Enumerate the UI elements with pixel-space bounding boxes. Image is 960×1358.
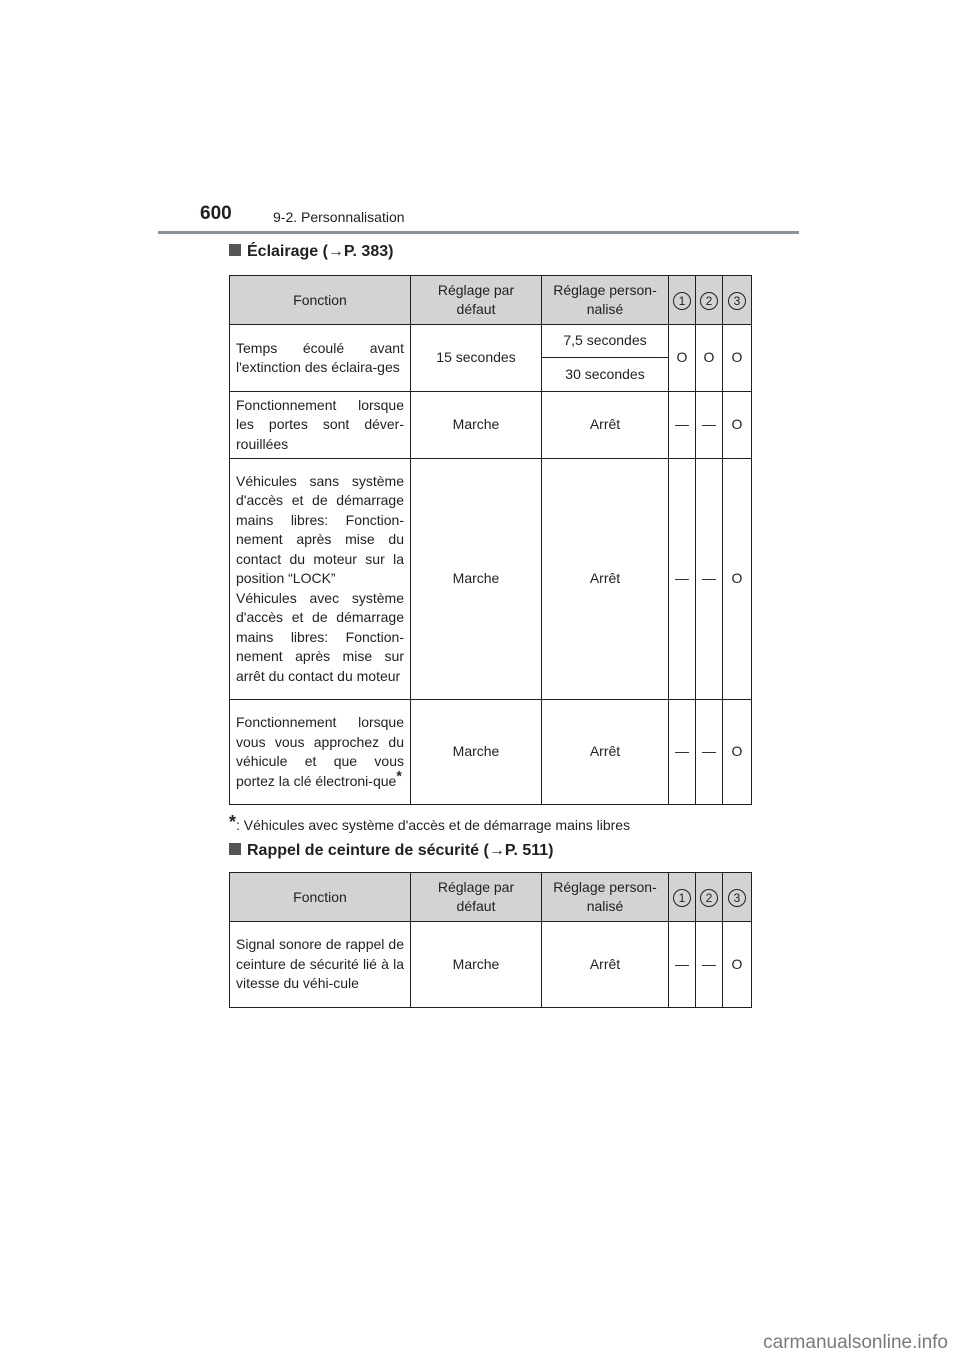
cell-mark-3: O [723, 392, 752, 459]
table-row [230, 325, 752, 358]
watermark: carmanualsonline.info [763, 1332, 948, 1353]
cell-mark-2: O [696, 325, 723, 392]
cell-fonction [230, 700, 411, 805]
circle-3-icon: 3 [728, 889, 746, 907]
col-fonction: Fonction [230, 276, 411, 325]
footnote-marker: * [396, 766, 402, 783]
col-fonction: Fonction [230, 873, 411, 922]
table-row [230, 392, 752, 459]
table-header-row [230, 873, 752, 922]
square-bullet-icon [229, 843, 241, 855]
cell-defaut: Marche [411, 700, 542, 805]
cell-mark-3: O [723, 459, 752, 700]
footnote [229, 812, 630, 833]
col-1 [669, 873, 696, 922]
col-defaut: Réglage par défaut [411, 276, 542, 325]
col-3 [723, 276, 752, 325]
section-heading-ceinture [229, 842, 554, 860]
cell-mark-2: — [696, 459, 723, 700]
col-perso: Réglage person-nalisé [542, 276, 669, 325]
section-heading-eclairage [229, 243, 393, 261]
cell-fonction: Signal sonore de rappel de ceinture de sécurité lié à la vitesse du véhi-cule [230, 922, 411, 1008]
cell-defaut: Marche [411, 922, 542, 1008]
cell-mark-3: O [723, 700, 752, 805]
circle-1-icon: 1 [673, 889, 691, 907]
cell-perso: Arrêt [542, 459, 669, 700]
eclairage-table [229, 275, 752, 805]
cell-fonction-text: Fonctionnement lorsque vous vous approchez du véhicule et que vous portez la clé électroni-que [236, 714, 404, 789]
cell-mark-1: — [669, 459, 696, 700]
circle-1-icon: 1 [673, 292, 691, 310]
cell-mark-2: — [696, 922, 723, 1008]
cell-mark-3: O [723, 922, 752, 1008]
square-bullet-icon [229, 244, 241, 256]
cell-fonction-part-a: Véhicules sans système d'accès et de démarrage mains libres: Fonction-nement après mise du contact du moteur sur la position “LOCK” [236, 472, 404, 587]
circle-2-icon: 2 [700, 292, 718, 310]
table-row [230, 700, 752, 805]
section-heading-text: Rappel de ceinture de sécurité (→P. 511) [247, 842, 554, 859]
cell-mark-1: O [669, 325, 696, 392]
ceinture-table [229, 872, 752, 1008]
cell-defaut: Marche [411, 392, 542, 459]
col-1 [669, 276, 696, 325]
cell-defaut: 15 secondes [411, 325, 542, 392]
circle-3-icon: 3 [728, 292, 746, 310]
cell-perso: 7,5 secondes [542, 325, 669, 358]
footnote-star: * [229, 812, 237, 832]
cell-mark-1: — [669, 392, 696, 459]
table-row [230, 922, 752, 1008]
cell-perso: Arrêt [542, 392, 669, 459]
page-number: 600 [200, 203, 232, 224]
cell-fonction: Temps écoulé avant l'extinction des éclaira-ges [230, 325, 411, 392]
cell-fonction [230, 459, 411, 700]
section-heading-text: Éclairage (→P. 383) [247, 243, 394, 260]
table-header-row [230, 276, 752, 325]
cell-mark-1: — [669, 700, 696, 805]
cell-mark-1: — [669, 922, 696, 1008]
footnote-text: : Véhicules avec système d'accès et de démarrage mains libres [236, 817, 631, 833]
cell-perso: 30 secondes [542, 358, 669, 392]
circle-2-icon: 2 [700, 889, 718, 907]
col-defaut: Réglage par défaut [411, 873, 542, 922]
table-row [230, 459, 752, 700]
cell-mark-3: O [723, 325, 752, 392]
col-2 [696, 873, 723, 922]
cell-perso: Arrêt [542, 700, 669, 805]
header-rule [158, 231, 799, 234]
cell-defaut: Marche [411, 459, 542, 700]
cell-fonction: Fonctionnement lorsque les portes sont déver-rouillées [230, 392, 411, 459]
col-2 [696, 276, 723, 325]
cell-perso: Arrêt [542, 922, 669, 1008]
col-perso: Réglage person-nalisé [542, 873, 669, 922]
chapter-title: 9-2. Personnalisation [273, 209, 405, 225]
cell-mark-2: — [696, 700, 723, 805]
cell-mark-2: — [696, 392, 723, 459]
cell-fonction-part-b: Véhicules avec système d'accès et de démarrage mains libres: Fonction-nement après mise sur arrêt du contact du moteur [236, 589, 404, 684]
col-3 [723, 873, 752, 922]
